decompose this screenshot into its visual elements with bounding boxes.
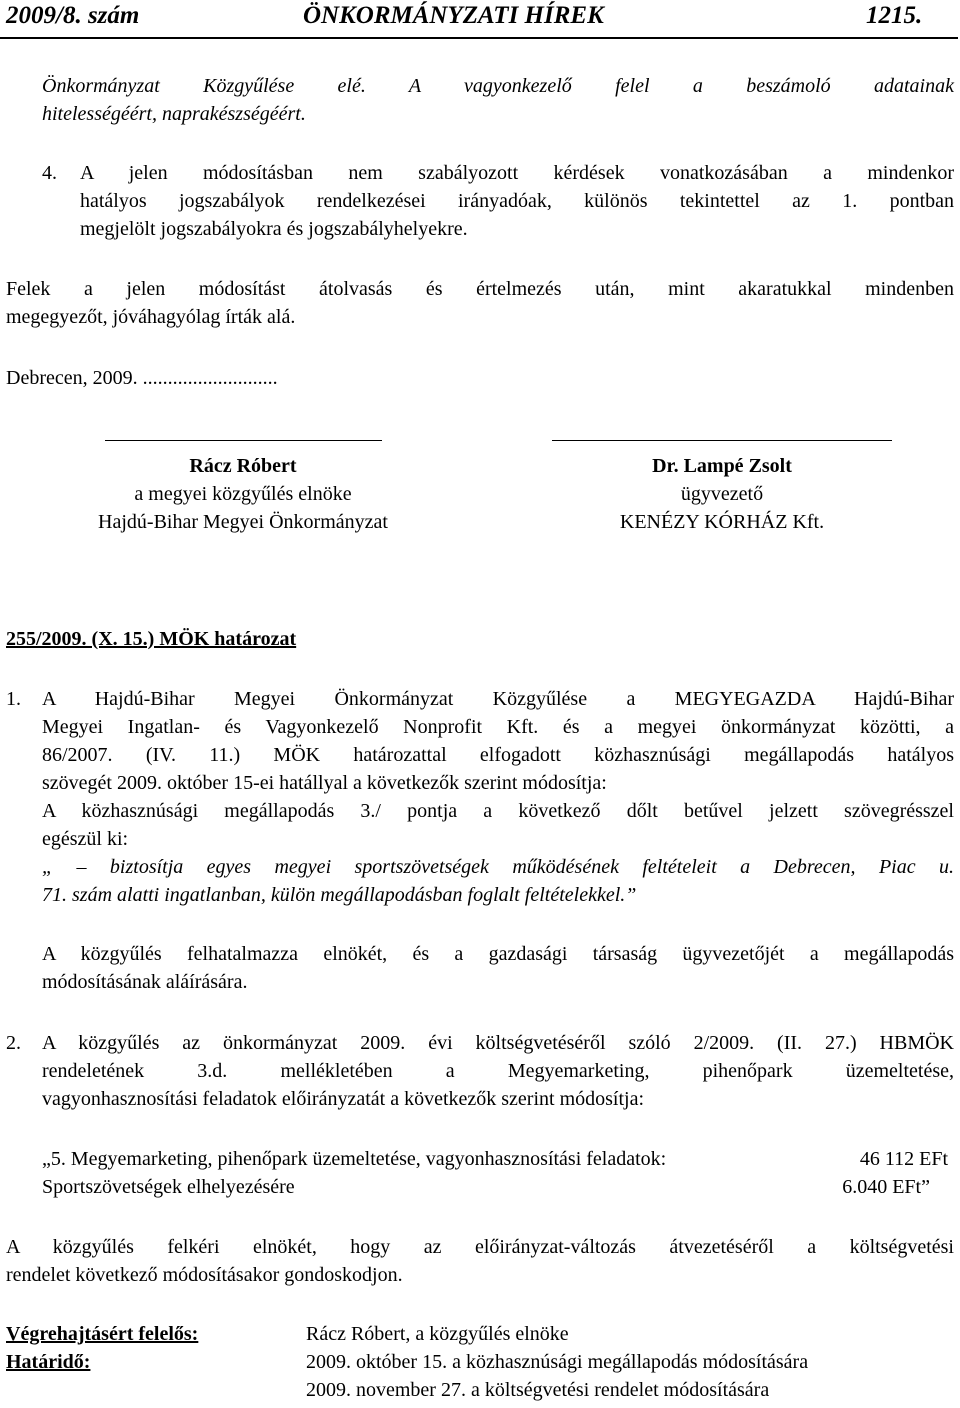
item-1-number: 1. xyxy=(6,688,21,710)
item-1-line-6: egészül ki: xyxy=(42,828,129,850)
budget-row-1-label: „5. Megyemarketing, pihenőpark üzemeltetése, vagyonhasznosítási feladatok: xyxy=(42,1148,667,1170)
closing-line-2: rendelet következő módosításakor gondoskodjon. xyxy=(6,1264,403,1286)
intro-line-2: hitelességéért, naprakészségéért. xyxy=(42,103,306,125)
item-2-line-3: vagyonhasznosítási feladatok előirányzatát a következők szerint módosítja: xyxy=(42,1088,645,1110)
point-4-line-2: hatályos jogszabályok rendelkezései irányadóak, különös tekintettel az 1. pontban xyxy=(80,190,954,212)
parties-line-2: megegyezőt, jóváhagyólag írták alá. xyxy=(6,306,296,328)
item-2-line-2: rendeletének 3.d. mellékletében a Megyemarketing, pihenőpark üzemeltetése, xyxy=(42,1060,954,1082)
signer-left-org: Hajdú-Bihar Megyei Önkormányzat xyxy=(98,511,388,533)
item-2-number: 2. xyxy=(6,1032,21,1054)
signer-left-role: a megyei közgyűlés elnöke xyxy=(134,483,352,505)
deadline-value-2: 2009. november 27. a költségvetési rendelet módosítására xyxy=(306,1379,770,1401)
authorization-line-1: A közgyűlés felhatalmazza elnökét, és a gazdasági társaság ügyvezetőjét a megállapodás xyxy=(42,943,954,965)
point-4-line-3: megjelölt jogszabályokra és jogszabályhelyekre. xyxy=(80,218,468,240)
budget-row-1-value: 46 112 EFt xyxy=(859,1148,948,1170)
item-2-line-1: A közgyűlés az önkormányzat 2009. évi költségvetéséről szóló 2/2009. (II. 27.) HBMÖK xyxy=(42,1032,954,1054)
item-1-inserted-text-1: „ – biztosítja egyes megyei sportszövetségek működésének feltételeit a Debrecen, Piac u. xyxy=(42,856,954,878)
page-header xyxy=(0,0,958,39)
issue-number: 2009/8. szám xyxy=(6,2,140,29)
item-1-line-4: szövegét 2009. október 15-ei hatállyal a következők szerint módosítja: xyxy=(42,772,607,794)
page-number: 1215. xyxy=(866,2,923,29)
item-1-line-5: A közhasznúsági megállapodás 3./ pontja a következő dőlt betűvel jelzett szövegrésszel xyxy=(42,800,954,822)
responsible-value: Rácz Róbert, a közgyűlés elnöke xyxy=(306,1323,569,1345)
resolution-title: 255/2009. (X. 15.) MÖK határozat xyxy=(6,628,297,650)
item-1-inserted-text-2: 71. szám alatti ingatlanban, külön megállapodásban foglalt feltételekkel.” xyxy=(42,884,637,906)
place-date: Debrecen, 2009. ........................... xyxy=(6,367,278,389)
budget-row-2-label: Sportszövetségek elhelyezésére xyxy=(42,1176,295,1198)
point-4-number: 4. xyxy=(42,162,57,184)
authorization-line-2: módosításának aláírására. xyxy=(42,971,248,993)
item-1-line-3: 86/2007. (IV. 11.) MÖK határozattal elfogadott közhasznúsági megállapodás hatályos xyxy=(42,744,954,766)
signer-right-role: ügyvezető xyxy=(680,483,764,505)
budget-row-2-value: 6.040 EFt” xyxy=(842,1176,930,1198)
signer-left-name: Rácz Róbert xyxy=(189,455,297,477)
item-1-line-1: A Hajdú-Bihar Megyei Önkormányzat Közgyűlése a MEGYEGAZDA Hajdú-Bihar xyxy=(42,688,954,710)
signer-right-name: Dr. Lampé Zsolt xyxy=(652,455,792,477)
signer-right-org: KENÉZY KÓRHÁZ Kft. xyxy=(619,511,825,533)
point-4-line-1: A jelen módosításban nem szabályozott kérdések vonatkozásában a mindenkor xyxy=(80,162,954,184)
deadline-value-1: 2009. október 15. a közhasznúsági megállapodás módosítására xyxy=(306,1351,809,1373)
item-1-line-2: Megyei Ingatlan- és Vagyonkezelő Nonprofit Kft. és a megyei önkormányzat közötti, a xyxy=(42,716,954,738)
responsible-label: Végrehajtásért felelős: xyxy=(6,1323,199,1345)
signature-line-left xyxy=(105,440,382,441)
parties-line-1: Felek a jelen módosítást átolvasás és értelmezés után, mint akaratukkal mindenben xyxy=(6,278,954,300)
signature-line-right xyxy=(552,440,892,441)
deadline-label: Határidő: xyxy=(6,1351,91,1373)
intro-line-1: Önkormányzat Közgyűlése elé. A vagyonkezelő felel a beszámoló adatainak xyxy=(42,75,954,97)
publication-title: ÖNKORMÁNYZATI HÍREK xyxy=(303,2,604,29)
closing-line-1: A közgyűlés felkéri elnökét, hogy az előirányzat-változás átvezetéséről a költségvetési xyxy=(6,1236,954,1258)
